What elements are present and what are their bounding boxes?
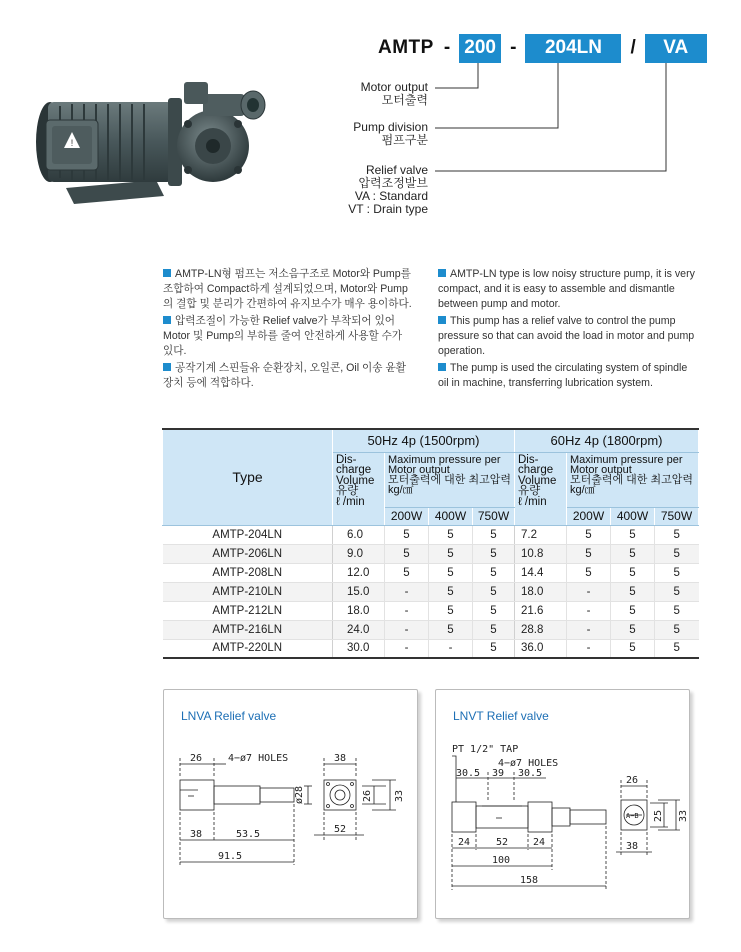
lnvt-drawing-panel [435, 689, 690, 919]
dim-24-a: 24 [458, 837, 471, 848]
watt-header: 400W [429, 507, 473, 525]
dim-38: 38 [626, 841, 639, 852]
pressure-cell: 5 [611, 620, 655, 639]
pressure-cell: 5 [655, 620, 699, 639]
dim-39: 39 [492, 768, 505, 779]
volume-60-cell: 36.0 [515, 639, 567, 658]
relief-valve-en: Relief valve [365, 163, 428, 177]
model-separator: - [443, 37, 451, 58]
pump-division-ko: 펌프구분 [381, 133, 428, 147]
bullet-icon [438, 269, 446, 277]
type-header: Type [163, 429, 333, 525]
relief-valve-va: VA : Standard [354, 189, 428, 203]
relief-valve-label [348, 164, 428, 216]
relief-valve-code: VA [645, 34, 707, 63]
dim-38-top: 38 [334, 753, 347, 764]
type-cell: AMTP-216LN [163, 620, 333, 639]
watt-header: 750W [655, 507, 699, 525]
description-text: This pump has a relief valve to control the pump pressure so that can avoid the load in motor and pump operation. [438, 315, 695, 357]
pressure-cell: 5 [655, 639, 699, 658]
model-separator: - [510, 37, 517, 58]
lnvt-title: LNVT Relief valve [453, 709, 549, 723]
volume-60-cell: 28.8 [515, 620, 567, 639]
dim-100: 100 [492, 855, 511, 866]
pressure-cell: 5 [429, 601, 473, 620]
pressure-cell: 5 [429, 620, 473, 639]
watt-header: 400W [611, 507, 655, 525]
pressure-cell: 5 [611, 639, 655, 658]
watt-header: 200W [385, 507, 429, 525]
table-row [163, 525, 699, 544]
table-row [163, 582, 699, 601]
bullet-icon [438, 363, 446, 371]
description-ko-item [163, 314, 413, 359]
pressure-header: Maximum pressure per Motor output 모터출력에 대한 최고압력 kg/㎠ [385, 452, 515, 507]
pressure-cell: 5 [611, 601, 655, 620]
watt-header: 750W [473, 507, 515, 525]
motor-output-en: Motor output [360, 80, 428, 94]
volume-50-cell: 30.0 [333, 639, 385, 658]
dim-33: 33 [394, 789, 405, 802]
dim-38-bottom: 38 [190, 829, 203, 840]
dim-53-5: 53.5 [236, 829, 261, 840]
dim-26-side: 26 [362, 789, 373, 802]
dim-ab: A−B [626, 812, 639, 820]
freq-50hz-header: 50Hz 4p (1500rpm) [333, 429, 515, 452]
pressure-cell: 5 [429, 563, 473, 582]
discharge-header: Dis- charge Volume 유량 ℓ /min [333, 452, 385, 525]
volume-50-cell: 18.0 [333, 601, 385, 620]
dim-holes: 4−ø7 HOLES [498, 758, 559, 769]
pressure-cell: 5 [473, 582, 515, 601]
pressure-cell: - [429, 639, 473, 658]
pressure-cell: 5 [473, 563, 515, 582]
pressure-cell: 5 [429, 525, 473, 544]
volume-60-cell: 10.8 [515, 544, 567, 563]
pressure-cell: 5 [611, 544, 655, 563]
dim-30-5-b: 30.5 [518, 768, 543, 779]
pressure-cell: - [385, 639, 429, 658]
type-cell: AMTP-206LN [163, 544, 333, 563]
description-ko-item [163, 361, 413, 391]
model-prefix: AMTP [378, 37, 434, 58]
volume-60-cell: 7.2 [515, 525, 567, 544]
dim-158: 158 [520, 875, 539, 886]
volume-50-cell: 15.0 [333, 582, 385, 601]
dim-holes: 4−ø7 HOLES [228, 753, 289, 764]
dim-91-5: 91.5 [218, 851, 243, 862]
pressure-cell: 5 [385, 563, 429, 582]
pressure-cell: 5 [655, 544, 699, 563]
description-text: AMTP-LN type is low noisy structure pump, it is very compact, and it is easy to assemble and dismantle between pump and motor. [438, 268, 695, 310]
description-text: AMTP-LN형 펌프는 저소음구조로 Motor와 Pump를 조합하여 Compact하게 설계되었으며, Motor와 Pump의 결합 및 분리가 간편하여 유지보수가 매우 용이하다. [163, 268, 412, 310]
description-ko-item [163, 267, 413, 312]
description-korean [163, 267, 413, 393]
pump-division-en: Pump division [353, 120, 428, 134]
table-row [163, 544, 699, 563]
bullet-icon [163, 316, 171, 324]
description-english [438, 267, 698, 393]
dim-52: 52 [496, 837, 509, 848]
pressure-cell: - [567, 620, 611, 639]
volume-60-cell: 21.6 [515, 601, 567, 620]
dim-tap: PT 1/2" TAP [452, 744, 519, 755]
spec-table [162, 428, 699, 659]
pressure-cell: - [567, 639, 611, 658]
pressure-cell: - [385, 582, 429, 601]
motor-output-code: 200 [459, 34, 501, 63]
pump-division-code: 204LN [525, 34, 621, 63]
volume-50-cell: 6.0 [333, 525, 385, 544]
pressure-cell: 5 [385, 525, 429, 544]
type-cell: AMTP-220LN [163, 639, 333, 658]
pressure-header: Maximum pressure per Motor output 모터출력에 대한 최고압력 kg/㎠ [567, 452, 699, 507]
bullet-icon [438, 316, 446, 324]
volume-50-cell: 24.0 [333, 620, 385, 639]
dim-30-5-a: 30.5 [456, 768, 481, 779]
pressure-cell: 5 [655, 601, 699, 620]
description-en-item [438, 314, 698, 359]
pressure-cell: 5 [655, 525, 699, 544]
pressure-cell: 5 [473, 544, 515, 563]
pressure-cell: 5 [611, 582, 655, 601]
dim-25: 25 [653, 809, 664, 822]
table-row [163, 639, 699, 658]
pressure-cell: 5 [429, 544, 473, 563]
table-row [163, 601, 699, 620]
svg-text:!: ! [70, 138, 74, 148]
pressure-cell: 5 [473, 620, 515, 639]
volume-60-cell: 14.4 [515, 563, 567, 582]
motor-output-ko: 모터출력 [381, 93, 428, 107]
table-row [163, 620, 699, 639]
dim-26: 26 [626, 775, 639, 786]
pressure-cell: 5 [473, 601, 515, 620]
dim-28: ø28 [294, 785, 305, 804]
discharge-header: Dis- charge Volume 유량 ℓ /min [515, 452, 567, 525]
lnvt-dimension-drawing [436, 690, 691, 920]
pressure-cell: 5 [567, 525, 611, 544]
pressure-cell: - [567, 582, 611, 601]
pressure-cell: 5 [473, 525, 515, 544]
dim-26: 26 [190, 753, 203, 764]
pressure-cell: - [385, 601, 429, 620]
description-en-item [438, 361, 698, 391]
lnva-drawing-panel [163, 689, 418, 919]
model-separator: / [630, 37, 636, 58]
pressure-cell: 5 [473, 639, 515, 658]
pump-division-label [353, 121, 428, 147]
dim-24-b: 24 [533, 837, 546, 848]
volume-50-cell: 12.0 [333, 563, 385, 582]
pressure-cell: - [567, 601, 611, 620]
lnva-title: LNVA Relief valve [181, 709, 277, 723]
pressure-cell: - [385, 620, 429, 639]
relief-valve-ko: 압력조정발브 [358, 176, 428, 190]
pressure-cell: 5 [385, 544, 429, 563]
pressure-cell: 5 [611, 525, 655, 544]
volume-60-cell: 18.0 [515, 582, 567, 601]
volume-50-cell: 9.0 [333, 544, 385, 563]
pressure-cell: 5 [567, 544, 611, 563]
type-cell: AMTP-212LN [163, 601, 333, 620]
watt-header: 200W [567, 507, 611, 525]
relief-valve-vt: VT : Drain type [348, 202, 428, 216]
description-en-item [438, 267, 698, 312]
description-text: 공작기계 스핀들유 순환장치, 오일콘, Oil 이송 윤활장치 등에 적합하다. [163, 362, 406, 389]
type-cell: AMTP-210LN [163, 582, 333, 601]
bullet-icon [163, 269, 171, 277]
pressure-cell: 5 [567, 563, 611, 582]
pressure-cell: 5 [429, 582, 473, 601]
bullet-icon [163, 363, 171, 371]
description-text: The pump is used the circulating system of spindle oil in machine, transferring lubrication system. [438, 362, 688, 389]
type-cell: AMTP-204LN [163, 525, 333, 544]
pressure-cell: 5 [655, 563, 699, 582]
description-text: 압력조절이 가능한 Relief valve가 부착되어 있어 Motor 및 Pump의 부하를 줄여 안전하게 사용할 수가 있다. [163, 315, 403, 357]
dim-33: 33 [678, 809, 689, 822]
pressure-cell: 5 [655, 582, 699, 601]
freq-60hz-header: 60Hz 4p (1800rpm) [515, 429, 699, 452]
dim-52: 52 [334, 824, 347, 835]
pressure-cell: 5 [611, 563, 655, 582]
motor-output-label [361, 81, 428, 107]
type-cell: AMTP-208LN [163, 563, 333, 582]
lnva-dimension-drawing [164, 690, 419, 920]
pump-product-image [28, 80, 273, 210]
table-row [163, 563, 699, 582]
